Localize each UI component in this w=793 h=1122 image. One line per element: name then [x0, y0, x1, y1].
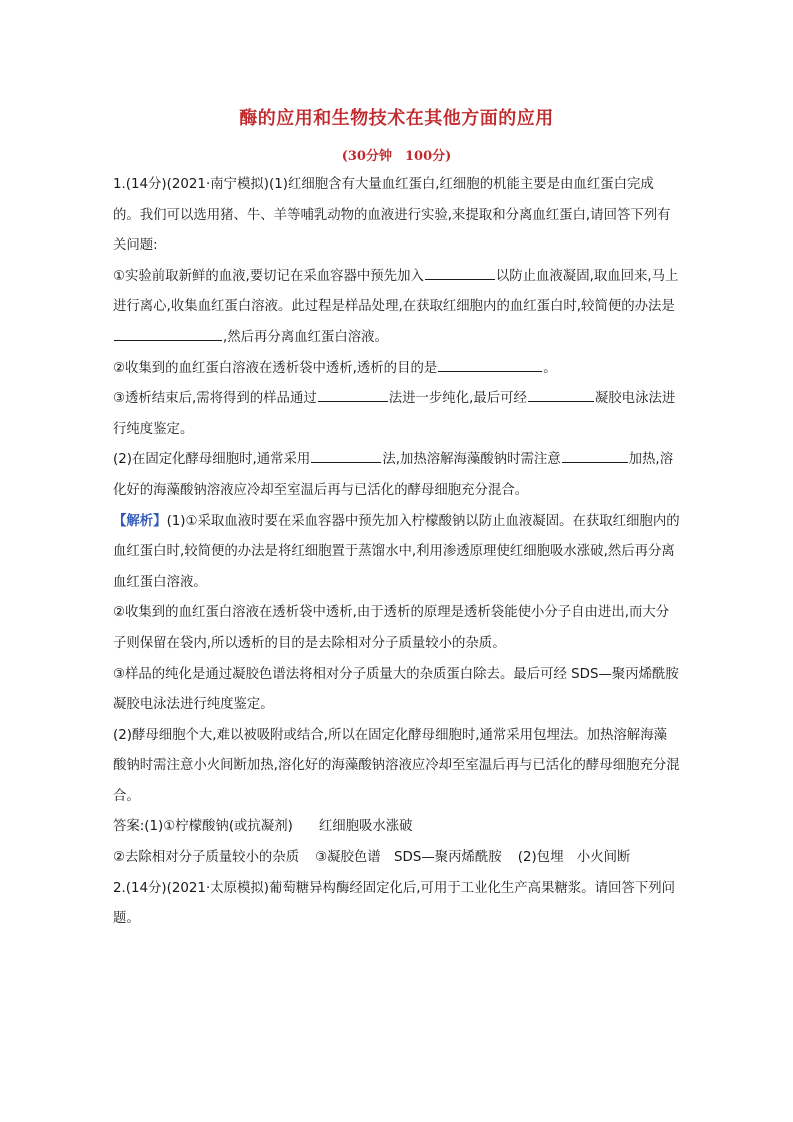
q1-p1-text-a: ①实验前取新鲜的血液,要切记在采血容器中预先加入: [113, 268, 424, 284]
document-body: [113, 170, 680, 935]
q1-p4-text-c: 加热,溶化好的海藻酸钠溶液应冷却至室温后再与已活化的酵母细胞充分混合。: [113, 452, 674, 498]
answer-blank[interactable]: [311, 448, 381, 463]
answer-text-1b: 红细胞吸水涨破: [318, 819, 413, 835]
analysis-paragraph-1: [113, 507, 680, 599]
answer-blank[interactable]: [114, 326, 222, 341]
question-1-part-2: [113, 354, 680, 385]
question-2-intro: 2.(14分)(2021·太原模拟)葡萄糖异构酶经固定化后,可用于工业化生产高果糖浆。请回答下列问题。: [113, 880, 675, 927]
q1-p2-text-b: 。: [543, 360, 557, 376]
analysis-paragraph-4: (2)酵母细胞个大,难以被吸附或结合,所以在固定化酵母细胞时,通常采用包埋法。加热溶解海藻酸钠时需注意小火间断加热,溶化好的海藻酸钠溶液应冷却至室温后再与已活化的酵母细胞充分混合。: [113, 727, 680, 804]
answer-text-2b: ③凝胶色谱 SDS—聚丙烯酰胺: [315, 850, 502, 866]
question-1-part-1: [113, 262, 680, 354]
question-1-part-4: [113, 445, 680, 506]
answer-line-1: [113, 812, 680, 843]
page-subtitle: (30分钟 100分): [341, 149, 452, 164]
answer-line-2: [113, 843, 680, 874]
q1-p3-text-b: 法进一步纯化,最后可经: [388, 391, 527, 407]
analysis-paragraph-3: ③样品的纯化是通过凝胶色谱法将相对分子质量大的杂质蛋白除去。最后可经 SDS—聚丙烯酰胺凝胶电泳法进行纯度鉴定。: [113, 666, 679, 713]
q1-p4-text-a: (2)在固定化酵母细胞时,通常采用: [113, 452, 311, 468]
answer-blank[interactable]: [528, 387, 594, 402]
analysis-label: 【解析】: [113, 513, 167, 529]
q1-p1-text-c: ,然后再分离血红蛋白溶液。: [223, 329, 388, 345]
question-1-intro: 1.(14分)(2021·南宁模拟)(1)红细胞含有大量血红蛋白,红细胞的机能主要是由血红蛋白完成的。我们可以选用猪、牛、羊等哺乳动物的血液进行实验,来提取和分离血红蛋白,请回答下列有关问题:: [113, 177, 671, 254]
answer-blank[interactable]: [425, 265, 495, 280]
page-title: 酶的应用和生物技术在其他方面的应用: [239, 108, 554, 129]
q1-p2-text-a: ②收集到的血红蛋白溶液在透析袋中透析,透析的目的是: [113, 360, 438, 376]
q1-p3-text-a: ③透析结束后,需将得到的样品通过: [113, 391, 317, 407]
q1-p4-text-b: 法,加热溶解海藻酸钠时需注意: [382, 452, 561, 468]
answer-blank[interactable]: [562, 448, 628, 463]
q1-p3-text-c: 凝胶电泳法进行纯度鉴定。: [113, 391, 676, 437]
answer-blank[interactable]: [438, 357, 542, 372]
answer-blank[interactable]: [318, 387, 388, 402]
answer-text-2c: (2)包埋 小火间断: [517, 850, 631, 866]
answer-text-2a: ②去除相对分子质量较小的杂质: [113, 850, 300, 866]
answer-text-1a: 答案:(1)①柠檬酸钠(或抗凝剂): [113, 819, 293, 835]
analysis-text-1: (1)①采取血液时要在采血容器中预先加入柠檬酸钠以防止血液凝固。在获取红细胞内的血红蛋白时,较简便的办法是将红细胞置于蒸馏水中,利用渗透原理使红细胞吸水涨破,然后再分离血红蛋白溶液。: [113, 513, 680, 590]
question-1-part-3: [113, 384, 680, 445]
q1-p1-text-b: 以防止血液凝固,取血回来,马上进行离心,收集血红蛋白溶液。此过程是样品处理,在获取红细胞内的血红蛋白时,较简便的办法是: [113, 268, 679, 315]
analysis-paragraph-2: ②收集到的血红蛋白溶液在透析袋中透析,由于透析的原理是透析袋能使小分子自由进出,而大分子则保留在袋内,所以透析的目的是去除相对分子质量较小的杂质。: [113, 605, 670, 651]
